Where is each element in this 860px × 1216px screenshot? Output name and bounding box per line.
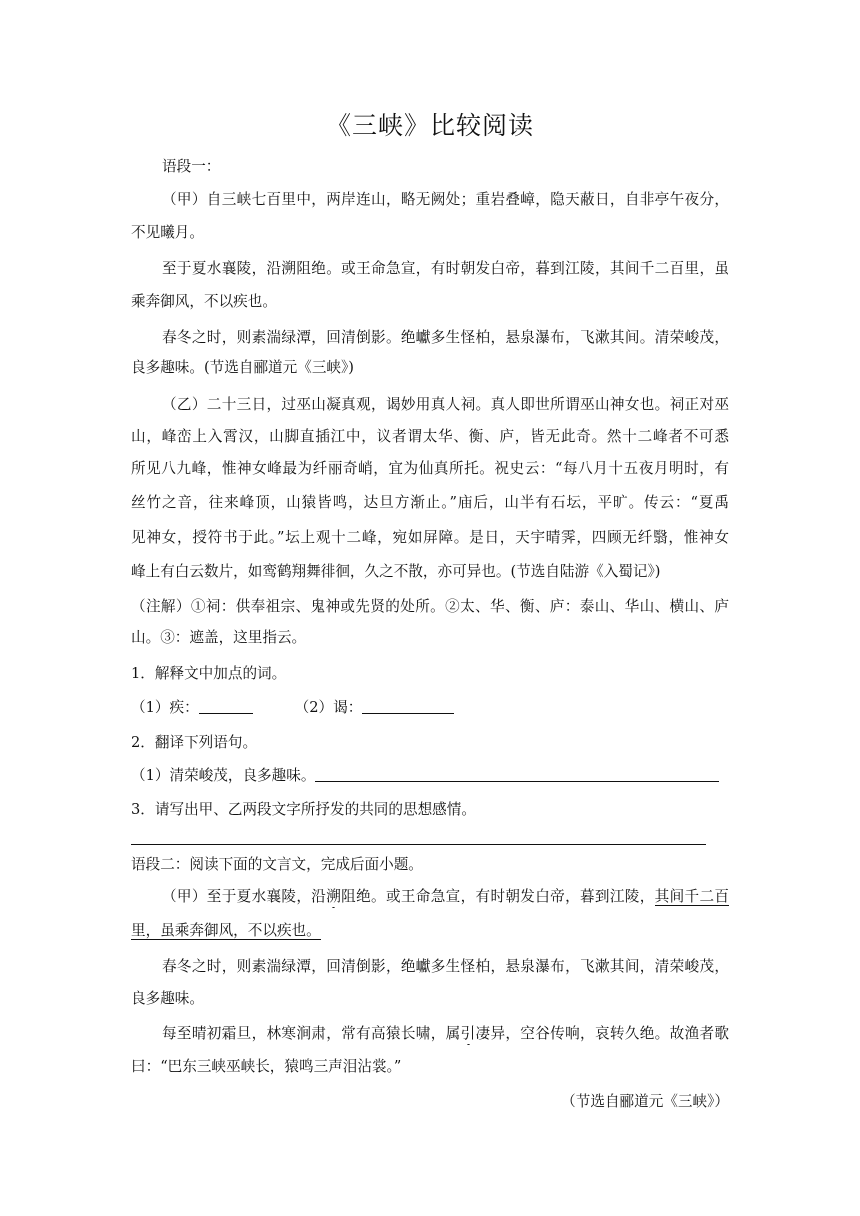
passage-two-jia-line: 良多趣味。	[131, 990, 204, 1007]
passage-yi-line: 见神女，授符书于此。”坛上观十二峰，宛如屏障。是日，天宇晴霁，四顾无纤翳，惟神女	[131, 529, 729, 546]
underlined-sentence: 里，虽乘奔御风，不以疾也。	[131, 922, 321, 939]
passage-two-jia-line	[131, 920, 729, 942]
passage-jia-line: 春冬之时，则素湍绿潭，回清倒影。绝巘多生怪柏，悬泉瀑布，飞漱其间。清荣峻茂，	[162, 329, 729, 346]
answer-line[interactable]	[131, 844, 706, 845]
passage-jia-line: 不见曦月。	[131, 224, 204, 241]
passage-jia-line: 良多趣味。(节选自郦道元《三峡》)	[131, 359, 354, 376]
underlined-sentence: 其间千二百	[654, 888, 729, 905]
annotation-line: 山。③：遮盖，这里指云。	[131, 629, 307, 646]
answer-blank[interactable]	[315, 765, 719, 782]
passage-yi-line: 峰上有白云数片，如鸾鹤翔舞徘徊，久之不散，亦可异也。(节选自陆游《入蜀记》)	[131, 563, 661, 580]
passage-two-jia-line: 曰：“巴东三峡巫峡长，猿鸣三声泪沾裳。”	[131, 1058, 402, 1075]
source-citation: （节选自郦道元《三峡》）	[561, 1093, 729, 1110]
passage-jia-line: （甲）自三峡七百里中，两岸连山，略无阙处；重岩叠嶂，隐天蔽日，自非亭午夜分，	[162, 191, 729, 208]
passage-jia-line: 至于夏水襄陵，沿溯阻绝。或王命急宣，有时朝发白帝，暮到江陵，其间千二百里，虽	[162, 260, 729, 277]
question-2-part-1: （1）清荣峻茂，良多趣味。	[131, 767, 316, 784]
page-title: 《三峡》比较阅读	[325, 111, 534, 140]
dotted-word: 引	[460, 1025, 476, 1042]
question-1: 1．解释文中加点的词。	[131, 665, 287, 682]
passage-yi-line: 山，峰峦上入霄汉，山脚直插江中，议者谓太华、衡、庐，皆无此奇。然十二峰者不可悉	[131, 428, 729, 445]
passage-jia-line: 乘奔御风，不以疾也。	[131, 293, 277, 310]
answer-blank[interactable]	[199, 697, 253, 714]
section-one-heading: 语段一：	[162, 158, 221, 175]
question-1-items	[131, 697, 729, 719]
question-1-part-1: （1）疾：	[131, 699, 199, 716]
passage-yi-line: 所见八九峰，惟神女峰最为纤丽奇峭，宜为仙真所托。祝史云：“每八月十五夜月明时，有	[131, 460, 729, 477]
question-2: 2．翻译下列语句。	[131, 734, 258, 751]
question-2-items	[131, 765, 729, 787]
passage-two-jia-line: （甲）至于夏水襄陵，沿溯阻绝。或王命急宣，有时朝发白帝，暮到江陵，其间千二百	[162, 888, 729, 905]
answer-blank[interactable]	[362, 697, 454, 714]
passage-two-jia-line: 春冬之时，则素湍绿潭，回清倒影，绝巘多生怪柏，悬泉瀑布，飞漱其间，清荣峻茂，	[162, 958, 729, 975]
passage-yi-line: 丝竹之音，往来峰顶，山猿皆鸣，达旦方渐止。”庙后，山半有石坛，平旷。传云：“夏禹	[131, 494, 729, 511]
passage-yi-line: （乙）二十三日，过巫山凝真观，谒妙用真人祠。真人即世所谓巫山神女也。祠正对巫	[162, 396, 729, 413]
section-two-heading: 语段二：阅读下面的文言文，完成后面小题。	[131, 856, 423, 873]
dotted-word: 溯	[326, 888, 342, 905]
passage-two-jia-line: 每至晴初霜旦，林寒涧肃，常有高猿长啸，属引凄异，空谷传响，哀转久绝。故渔者歌	[162, 1025, 729, 1042]
annotation-line: （注解）①祠：供奉祖宗、鬼神或先贤的处所。②太、华、衡、庐：泰山、华山、横山、庐	[131, 598, 729, 615]
question-3: 3．请写出甲、乙两段文字所抒发的共同的思想感情。	[131, 801, 476, 818]
question-1-part-2: （2）谒：	[294, 699, 363, 716]
